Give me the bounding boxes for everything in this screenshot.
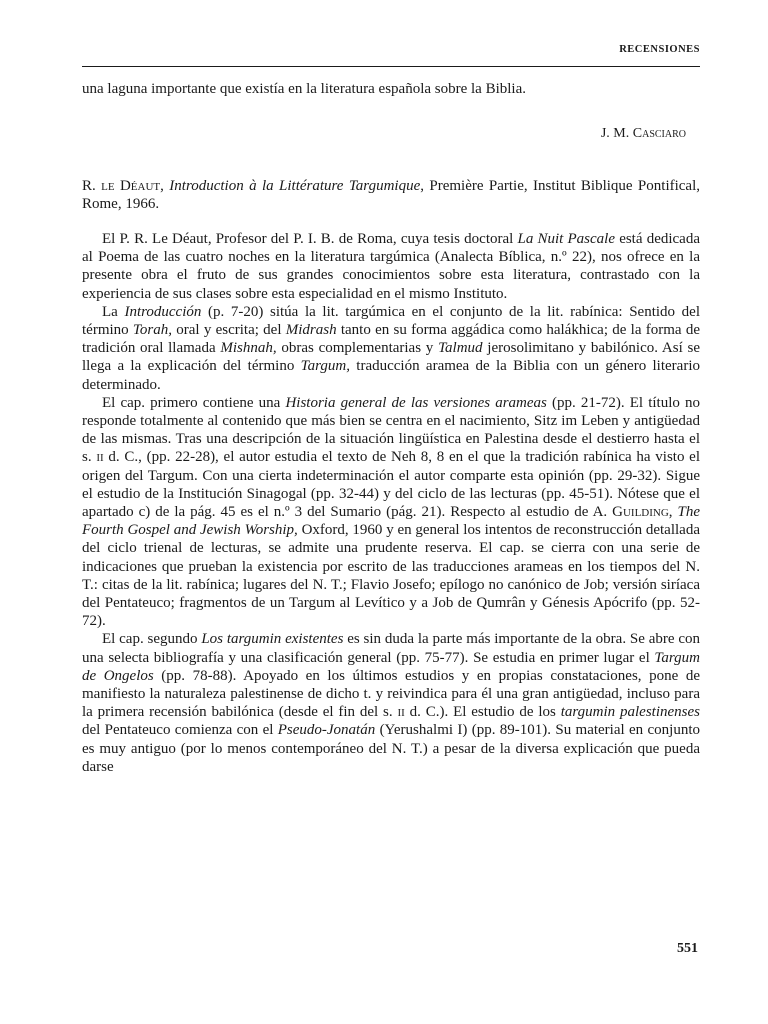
p3-historia-general: Historia general de las versiones arameas	[285, 394, 547, 411]
page-number: 551	[677, 941, 698, 956]
p3-text-4: d. C., (pp. 22-28), el autor estudia el texto de Neh 8, 8 en el que la tradición rabínica ha visto el origen del Targum. Con una cierta indeterminación el autor comparte esta opinión (pp. 29-32). Sigue el estudio de la Institución Sinagogal (pp. 32-44) y del ciclo de las lecturas (pp. 45-51). Nótese que el apartado c) de la pág. 45 es el n.º 3 del Sumario (pág. 21). Respecto al estudio de A.	[82, 449, 701, 521]
paragraph-3	[82, 394, 700, 631]
citation-details: , Première Partie, Institut Biblique Pontifical, Rome, 1966.	[82, 178, 701, 213]
signature-name: Casciaro	[632, 126, 686, 141]
p3-text-2: (pp. 21-72). El título no responde totalmente al contenido que más bien se centra en el nacimiento, Sitz im Leben y antigüedad de las mismas. Tras una descripción de la situación lingüística en Palestina desde el destierro hasta el s.	[82, 394, 700, 466]
p2-midrash: Midrash	[285, 322, 337, 339]
p2-targum: Targum,	[300, 358, 350, 375]
p1-text-a: El P. R. Le Déaut, Profesor del P. I. B. de Roma, cuya tesis doctoral	[102, 231, 518, 247]
p4-text-0: El cap. segundo	[102, 631, 202, 648]
review-citation: R. le Déaut, Introduction à la Littérature Targumique, Première Partie, Institut Biblique Pontifical, Rome, 1966.	[82, 178, 701, 213]
citation-title: Introduction à la Littérature Targumique	[169, 178, 421, 194]
p3-fourth-gospel: The Fourth Gospel and Jewish Worship,	[82, 504, 700, 539]
p4-pseudo-jonatan: Pseudo-Jonatán	[277, 722, 376, 739]
p4-text-10: (Yerushalmi I) (pp. 89-101). Su material en conjunto es muy antiguo (por lo menos contemporáneo del N. T.) a pesar de la diversa explicación que pueda darse	[82, 722, 700, 775]
p4-text-6: d. C.). El estudio de los	[404, 704, 561, 721]
p2-introduccion: Introducción	[124, 303, 202, 320]
citation-author-le: le	[101, 178, 120, 194]
running-head: RECENSIONES	[619, 44, 700, 55]
p2-text-6: tanto en su forma aggádica como halákhica; de la forma de tradición oral llamada	[82, 322, 700, 357]
p2-talmud: Talmud	[438, 340, 483, 357]
p2-text-12: traducción aramea de la Biblia con un género literario determinado.	[82, 358, 700, 393]
p3-century-ii: ii	[96, 449, 104, 466]
citation-author-initial: R.	[82, 178, 102, 194]
p2-text-8: obras complementarias y	[276, 340, 439, 357]
paragraph-2	[82, 303, 700, 394]
p4-targumin-existentes: Los targumin existentes	[201, 631, 344, 648]
p4-text-4: (pp. 78-88). Apoyado en los últimos estudios y en propias constataciones, pone de manifiesto la naturaleza palestinense de dicho t. y reivindica para él una gran antigüedad, incluso para la primera recensión babilónica (desde el fin del s.	[82, 667, 700, 721]
p4-targum-ongelos: Targum de Ongelos	[82, 649, 700, 684]
p4-text-8: del Pentateuco comienza con el	[82, 722, 278, 739]
p1-title-la-nuit-pascale: La Nuit Pascale	[517, 231, 616, 247]
citation-author-name: Déaut	[119, 178, 161, 194]
p3-comma: ,	[668, 504, 678, 521]
p3-text-0: El cap. primero contiene una	[102, 394, 286, 411]
review-body	[82, 230, 700, 776]
p2-text-0: La	[102, 303, 125, 320]
reviewer-signature	[601, 126, 686, 142]
p2-text-4: oral y escrita; del	[171, 322, 286, 339]
p4-targumin-palestinenses: targumin palestinenses	[560, 704, 701, 721]
paragraph-4	[82, 630, 700, 776]
previous-review-text: una laguna importante que existía en la literatura española sobre la Biblia.	[82, 81, 527, 97]
p2-text-2: (p. 7-20) sitúa la lit. targúmica en el conjunto de la lit. rabínica: Sentido del término	[82, 303, 700, 339]
p3-text-8: Oxford, 1960 y en general los intentos de reconstrucción detallada del ciclo trienal de lecturas, se admite una prudente reserva. El cap. se cierra con una serie de indicaciones que prueban la existencia por escrito de las traducciones arameas en los tiempos del N. T.: citas de la lit. rabínica; lugares del N. T.; Flavio Josefo; epílogo no canónico de Job; versión siríaca del Pentateuco; fragmentos de un Targum al Levítico y a Job de Qumrân y Génesis Apócrifo (pp. 52-72).	[82, 522, 700, 630]
signature-initials: J. M.	[600, 126, 633, 141]
p2-text-10: jerosolimitano y babilónico. Así se llega a la explicación del término	[82, 340, 701, 375]
p2-torah: Torah,	[132, 322, 172, 339]
previous-review-ending	[82, 80, 700, 98]
p4-century-ii: ii	[397, 704, 405, 721]
p2-mishnah: Mishnah,	[220, 340, 277, 357]
paragraph-1	[82, 230, 700, 303]
p4-text-2: es sin duda la parte más importante de la obra. Se abre con una selecta bibliografía y una clasificación general (pp. 75-77). Se estudia en primer lugar el	[82, 631, 700, 666]
p1-text-b: está dedicada al Poema de las cuatro noches en la literatura targúmica (Analecta Bíblica, n.º 22), nos ofrece en la presente obra el fruto de sus grandes conocimientos sobre esta literatura, contrastado con la experiencia de sus clases sobre esta especialidad en el mismo Instituto.	[82, 231, 700, 302]
p3-guilding: Guilding	[612, 504, 669, 521]
header-rule	[82, 66, 700, 67]
